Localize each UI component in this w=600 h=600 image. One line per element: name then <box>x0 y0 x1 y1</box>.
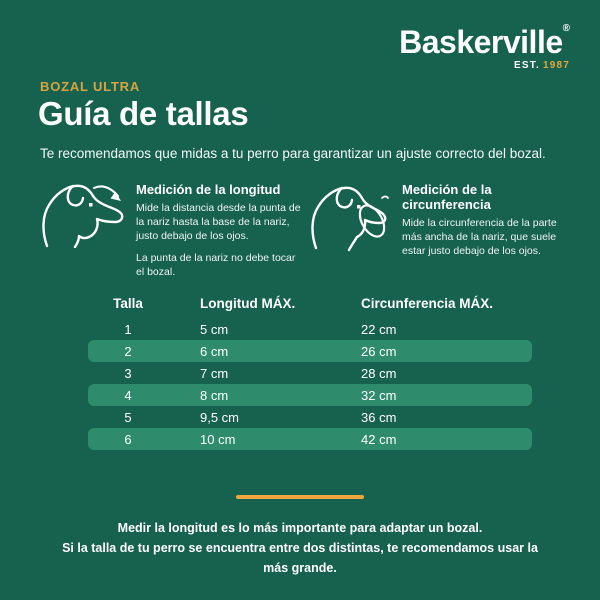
cell-talla: 5 <box>124 409 132 425</box>
product-name-eyebrow: BOZAL ULTRA <box>40 79 141 94</box>
cell-circunferencia: 36 cm <box>361 409 397 425</box>
cell-longitud: 5 cm <box>200 321 229 337</box>
cell-talla: 1 <box>124 321 132 337</box>
table-row-size-5 <box>88 406 532 428</box>
size-table <box>88 288 532 450</box>
registered-trademark-symbol: ® <box>562 23 570 34</box>
cell-talla: 2 <box>124 343 132 359</box>
table-row-size-3 <box>88 362 532 384</box>
est-year: 1987 <box>542 60 570 71</box>
table-header-row <box>88 288 532 318</box>
cell-circunferencia: 28 cm <box>361 365 397 381</box>
table-row-size-1 <box>88 318 532 340</box>
length-section-text-1: Mide la distancia desde la punta de la nariz hasta la base de la nariz, justo debajo de los ojos. <box>136 202 301 242</box>
column-header-circunferencia: Circunferencia MÁX. <box>361 295 494 311</box>
cell-longitud: 8 cm <box>200 387 229 403</box>
brand-established <box>399 61 570 71</box>
page-title: Guía de tallas <box>38 95 249 132</box>
circumference-section-text-1: Mide la circunferencia de la parte más ancha de la nariz, que suele estar justo debajo de los ojos. <box>402 217 557 257</box>
footer-line-2: Si la talla de tu perro se encuentra entre dos distintas, te recomendamos usar la más grande. <box>62 540 538 575</box>
brand-logo <box>399 23 570 71</box>
cell-talla: 4 <box>124 387 132 403</box>
footer-line-1: Medir la longitud es lo más importante para adaptar un bozal. <box>117 521 483 535</box>
column-header-talla: Talla <box>113 295 143 311</box>
circumference-section-title: Medición de la circunferencia <box>402 182 492 212</box>
cell-longitud: 6 cm <box>200 343 229 359</box>
cell-longitud: 7 cm <box>200 365 229 381</box>
table-row-size-4 <box>88 384 532 406</box>
brand-name: Baskerville <box>399 24 563 60</box>
est-label: EST. <box>514 60 540 71</box>
length-section-text-2: La punta de la nariz no debe tocar el bozal. <box>136 251 296 278</box>
cell-circunferencia: 32 cm <box>361 387 397 403</box>
length-section-title: Medición de la longitud <box>136 182 281 197</box>
table-row-size-2 <box>88 340 532 362</box>
cell-talla: 6 <box>124 431 132 447</box>
table-row-size-6 <box>88 428 532 450</box>
cell-circunferencia: 42 cm <box>361 431 397 447</box>
cell-longitud: 10 cm <box>200 431 236 447</box>
footer-note <box>55 519 545 578</box>
cell-longitud: 9,5 cm <box>200 409 240 425</box>
cell-circunferencia: 22 cm <box>361 321 397 337</box>
gold-divider <box>236 495 364 499</box>
circumference-measurement-section <box>310 176 578 267</box>
dog-circumference-icon <box>310 176 394 267</box>
dog-length-icon <box>40 176 128 288</box>
cell-circunferencia: 26 cm <box>361 343 397 359</box>
column-header-longitud: Longitud MÁX. <box>200 295 296 311</box>
length-measurement-section <box>40 176 302 288</box>
cell-talla: 3 <box>124 365 132 381</box>
page-subtitle: Te recomendamos que midas a tu perro para garantizar un ajuste correcto del bozal. <box>40 146 546 161</box>
